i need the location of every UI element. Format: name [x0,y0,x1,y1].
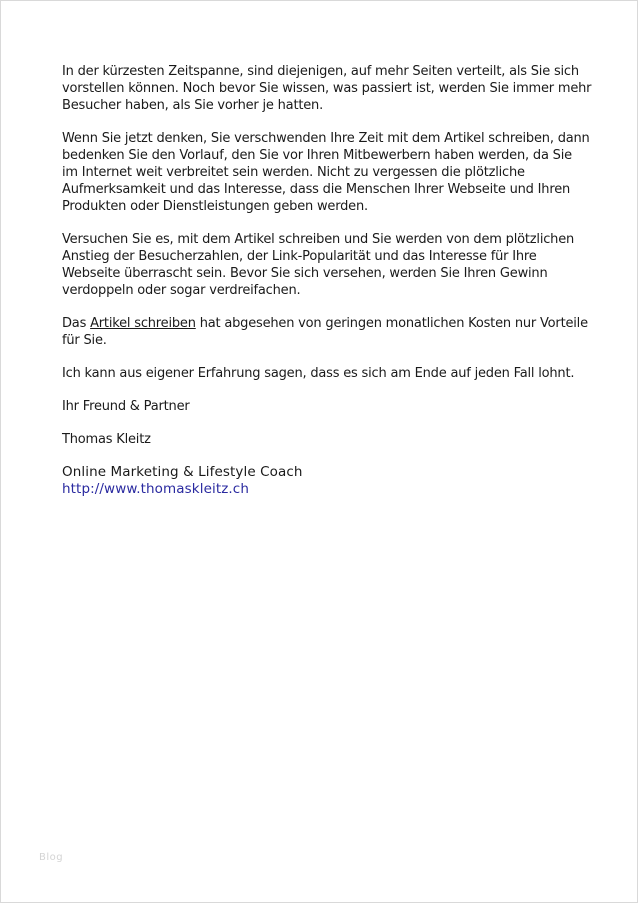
paragraph-intro [62,63,592,114]
signature-title: Online Marketing & Lifestyle Coach [62,464,303,480]
text-line: Ihr Freund & Partner [62,399,190,414]
document-body [62,63,592,498]
text-line: In der kürzesten Zeitspanne, sind diejenigen, auf mehr Seiten verteilt, als Sie sich [62,64,579,79]
text-line: für Sie. [62,333,107,348]
text-line: Versuchen Sie es, mit dem Artikel schreiben und Sie werden von dem plötzlichen [62,232,575,247]
paragraph-try [62,231,582,299]
closing-greeting [62,398,582,415]
paragraph-time [62,130,590,215]
paragraph-benefits [62,315,588,349]
text-line: Ich kann aus eigener Erfahrung sagen, dass es sich am Ende auf jeden Fall lohnt. [62,366,575,381]
artikel-schreiben-link[interactable]: Artikel schreiben [90,316,196,331]
text-line: Thomas Kleitz [62,432,151,447]
watermark: Blog [39,852,64,863]
paragraph-experience [62,365,582,382]
website-link[interactable]: http://www.thomaskleitz.ch [62,481,249,497]
text-line: vorstellen können. Noch bevor Sie wissen, was passiert ist, werden Sie immer mehr [62,81,592,96]
text-line: Anstieg der Besucherzahlen, der Link-Popularität und das Interesse für Ihre [62,249,537,264]
text-line: Aufmerksamkeit und das Interesse, dass die Menschen Ihrer Webseite und Ihren [62,182,571,197]
text-segment: hat abgesehen von geringen monatlichen Kosten nur Vorteile [195,316,588,331]
text-line: bedenken Sie den Vorlauf, den Sie vor Ihren Mitbewerbern haben werden, da Sie [62,148,572,163]
text-line: Wenn Sie jetzt denken, Sie verschwenden Ihre Zeit mit dem Artikel schreiben, dann [62,131,590,146]
text-line [62,315,588,332]
text-segment: Das [62,316,91,331]
text-line: im Internet weit verbreitet sein werden. Nicht zu vergessen die plötzliche [62,165,525,180]
text-line: Webseite überrascht sein. Bevor Sie sich versehen, werden Sie Ihren Gewinn [62,266,548,281]
text-line: Produkten oder Dienstleistungen geben werden. [62,199,368,214]
text-line: Besucher haben, als Sie vorher je hatten. [62,98,324,113]
signature-block [62,464,582,498]
text-line: verdoppeln oder sogar verdreifachen. [62,283,301,298]
author-name [62,431,582,448]
